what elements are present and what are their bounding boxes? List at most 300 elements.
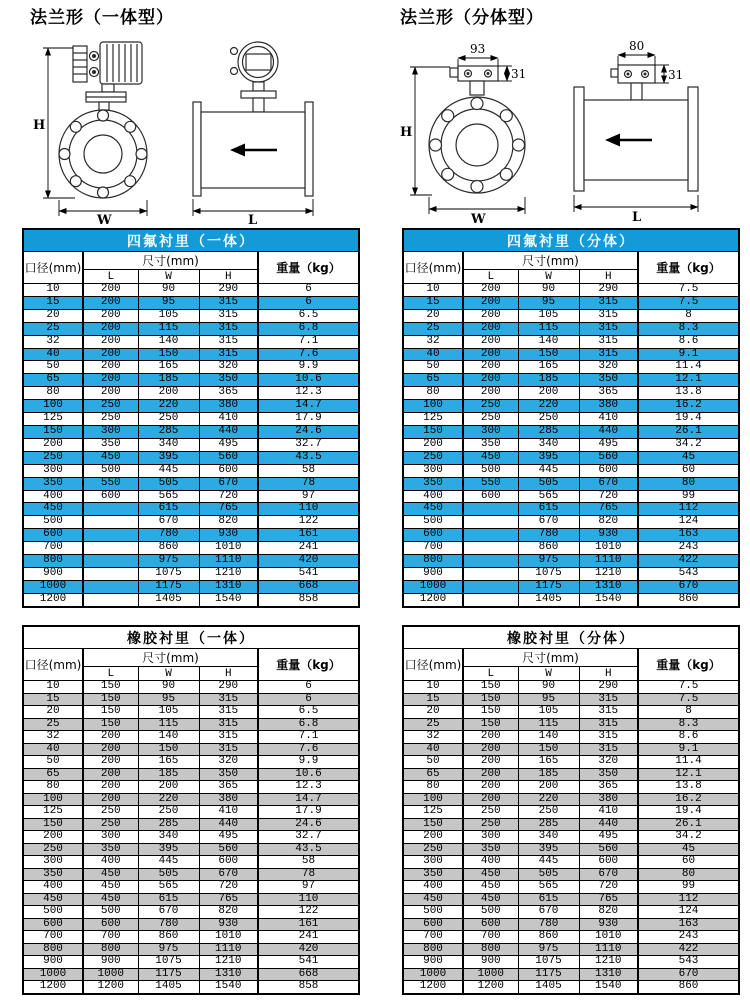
table-cell: 780	[518, 529, 579, 542]
table-cell: 10	[403, 681, 463, 694]
table-cell: 600	[83, 490, 138, 503]
table-cell: 6	[258, 296, 359, 309]
table-cell: 185	[138, 768, 199, 781]
table-cell	[463, 567, 518, 580]
integrated-w-dimension	[59, 200, 147, 226]
table-row	[403, 856, 739, 869]
table-cell: 45	[638, 843, 739, 856]
table-cell: 150	[518, 348, 579, 361]
table-cell: 290	[199, 681, 258, 694]
table-cell: 860	[138, 542, 199, 555]
table-cell: 8.3	[638, 322, 739, 335]
table-cell: 1540	[579, 593, 638, 606]
table-row	[23, 348, 359, 361]
table-row	[403, 309, 739, 322]
table-cell: 860	[638, 593, 739, 606]
table-cell: 165	[518, 756, 579, 769]
table-rubber-split	[402, 625, 738, 995]
table-cell: 1000	[23, 968, 83, 981]
table-cell: 200	[83, 296, 138, 309]
table-cell: 6.8	[258, 718, 359, 731]
table-row	[403, 806, 739, 819]
table-cell: 200	[463, 731, 518, 744]
table-cell: 1405	[138, 593, 199, 606]
table-cell: 670	[518, 906, 579, 919]
svg-text:L: L	[632, 210, 642, 225]
table-cell: 24.6	[258, 818, 359, 831]
table-cell: 560	[199, 843, 258, 856]
table-cell: 600	[403, 918, 463, 931]
table-cell: 450	[83, 868, 138, 881]
table-cell: 285	[138, 425, 199, 438]
table-cell: 315	[579, 743, 638, 756]
table-cell: 13.8	[638, 781, 739, 794]
table-cell	[463, 555, 518, 568]
table-cell: 450	[83, 893, 138, 906]
table-row	[23, 981, 359, 994]
table-cell: 15	[403, 296, 463, 309]
table-ptfe-split	[402, 228, 738, 608]
table-row	[403, 348, 739, 361]
table-cell: 150	[463, 681, 518, 694]
table-cell: 600	[579, 464, 638, 477]
table-cell: 860	[518, 542, 579, 555]
table-cell: 58	[258, 464, 359, 477]
table-cell: 500	[403, 516, 463, 529]
table-cell: 50	[403, 361, 463, 374]
table-cell: 1010	[199, 931, 258, 944]
table-body	[23, 681, 359, 994]
table-cell: 65	[23, 374, 83, 387]
table-cell: 250	[138, 806, 199, 819]
table-row	[403, 718, 739, 731]
table-cell: 670	[138, 516, 199, 529]
table-cell: 250	[463, 400, 518, 413]
table-cell: 450	[463, 451, 518, 464]
col-header-w: W	[138, 667, 199, 681]
table-cell: 1405	[518, 593, 579, 606]
table-cell: 300	[403, 856, 463, 869]
col-header-h: H	[199, 667, 258, 681]
table-cell: 365	[579, 387, 638, 400]
table-row	[23, 296, 359, 309]
table-cell: 165	[138, 361, 199, 374]
split-front-box-height-dimension	[498, 66, 526, 81]
table-cell: 560	[199, 451, 258, 464]
table-cell	[463, 503, 518, 516]
table-cell: 300	[83, 831, 138, 844]
table-cell: 40	[403, 743, 463, 756]
table-cell: 600	[463, 918, 518, 931]
table-row	[403, 322, 739, 335]
table-cell: 600	[463, 490, 518, 503]
svg-text:31: 31	[511, 67, 527, 81]
table-cell: 900	[403, 567, 463, 580]
table-cell: 1210	[199, 956, 258, 969]
table-row	[23, 374, 359, 387]
table-cell: 780	[518, 918, 579, 931]
table-cell: 315	[579, 309, 638, 322]
table-cell	[83, 580, 138, 593]
table-cell: 100	[403, 400, 463, 413]
table-cell: 930	[199, 529, 258, 542]
table-cell: 115	[518, 322, 579, 335]
table-rubber-integrated	[22, 625, 358, 995]
table-cell: 315	[579, 348, 638, 361]
table-cell: 700	[23, 931, 83, 944]
table-cell: 365	[579, 781, 638, 794]
table-cell: 110	[258, 893, 359, 906]
table-row	[403, 335, 739, 348]
table-cell: 26.1	[638, 425, 739, 438]
table-cell	[83, 567, 138, 580]
table-cell: 125	[23, 806, 83, 819]
table-cell: 10	[23, 284, 83, 297]
table-cell: 150	[83, 681, 138, 694]
table-cell: 200	[463, 284, 518, 297]
table-cell: 32	[403, 731, 463, 744]
table-cell: 1540	[579, 981, 638, 994]
table-cell: 300	[403, 464, 463, 477]
table-cell: 450	[463, 881, 518, 894]
table-row	[403, 555, 739, 568]
table-cell: 150	[463, 693, 518, 706]
table-row	[403, 793, 739, 806]
table-cell: 320	[579, 756, 638, 769]
table-cell: 765	[199, 503, 258, 516]
table-cell: 11.4	[638, 756, 739, 769]
table-cell: 150	[83, 706, 138, 719]
table-cell: 200	[23, 831, 83, 844]
table-cell: 100	[23, 400, 83, 413]
table-cell: 165	[138, 756, 199, 769]
table-row	[23, 906, 359, 919]
table-cell: 20	[403, 706, 463, 719]
table-cell: 495	[199, 831, 258, 844]
table-cell: 1310	[199, 580, 258, 593]
col-header-diameter: 口径(mm)	[403, 649, 463, 681]
table-cell: 220	[518, 400, 579, 413]
table-row	[23, 806, 359, 819]
table-cell: 860	[638, 981, 739, 994]
table-cell: 25	[23, 718, 83, 731]
table-cell: 9.9	[258, 756, 359, 769]
table-cell: 700	[463, 931, 518, 944]
table-cell: 115	[518, 718, 579, 731]
table-cell: 200	[23, 438, 83, 451]
table-cell: 858	[258, 593, 359, 606]
table-cell: 124	[638, 516, 739, 529]
table-cell: 60	[638, 856, 739, 869]
table-cell: 200	[463, 296, 518, 309]
table-cell: 250	[518, 413, 579, 426]
table-cell: 315	[199, 731, 258, 744]
table-cell: 290	[579, 284, 638, 297]
integrated-l-dimension	[193, 199, 313, 226]
table-cell: 541	[258, 956, 359, 969]
table-cell: 800	[23, 943, 83, 956]
table-cell: 50	[23, 361, 83, 374]
table-cell: 9.1	[638, 743, 739, 756]
table-cell: 395	[518, 451, 579, 464]
table-cell: 65	[403, 768, 463, 781]
table-cell: 410	[199, 413, 258, 426]
table-cell: 560	[579, 843, 638, 856]
col-header-diameter: 口径(mm)	[403, 252, 463, 284]
table-cell: 820	[579, 906, 638, 919]
table-cell: 565	[138, 881, 199, 894]
table-cell: 700	[83, 931, 138, 944]
table-cell: 80	[23, 387, 83, 400]
table-cell: 6.8	[258, 322, 359, 335]
table-cell: 200	[518, 387, 579, 400]
table-cell: 975	[518, 943, 579, 956]
table-cell: 450	[463, 893, 518, 906]
table-cell: 7.5	[638, 296, 739, 309]
table-cell: 900	[23, 956, 83, 969]
table-cell: 58	[258, 856, 359, 869]
table-cell: 150	[83, 718, 138, 731]
table-cell: 200	[83, 756, 138, 769]
table-cell: 34.2	[638, 831, 739, 844]
table-cell: 1110	[199, 943, 258, 956]
table-cell: 220	[518, 793, 579, 806]
table-cell: 500	[463, 906, 518, 919]
table-cell: 200	[463, 768, 518, 781]
table-cell: 315	[199, 743, 258, 756]
table-cell: 250	[83, 818, 138, 831]
table-cell: 13.8	[638, 387, 739, 400]
table-row	[403, 943, 739, 956]
col-header-diameter: 口径(mm)	[23, 649, 83, 681]
table-row	[23, 335, 359, 348]
table-cell: 95	[518, 693, 579, 706]
table-row	[23, 580, 359, 593]
table-cell: 17.9	[258, 413, 359, 426]
col-header-w: W	[138, 270, 199, 284]
table-cell: 250	[518, 806, 579, 819]
table-row	[23, 477, 359, 490]
table-row	[403, 464, 739, 477]
table-row	[403, 931, 739, 944]
table-cell: 65	[403, 374, 463, 387]
table-row	[23, 490, 359, 503]
table-row	[23, 781, 359, 794]
table-cell: 6.5	[258, 706, 359, 719]
table-cell: 505	[518, 868, 579, 881]
table-cell: 900	[23, 567, 83, 580]
table-row	[403, 843, 739, 856]
table-cell: 20	[403, 309, 463, 322]
table-cell: 300	[23, 856, 83, 869]
table-cell: 315	[579, 706, 638, 719]
table-cell: 450	[83, 881, 138, 894]
table-cell: 550	[463, 477, 518, 490]
table-cell: 1175	[518, 968, 579, 981]
table-cell: 200	[463, 781, 518, 794]
table-row	[403, 768, 739, 781]
table-row	[403, 477, 739, 490]
split-side-box-width-dimension	[618, 39, 655, 65]
table-cell: 17.9	[258, 806, 359, 819]
table-title: 橡胶衬里（分体）	[403, 626, 739, 649]
col-header-h: H	[199, 270, 258, 284]
table-cell: 400	[83, 856, 138, 869]
table-cell: 315	[199, 706, 258, 719]
table-cell: 78	[258, 868, 359, 881]
table-row	[23, 542, 359, 555]
table-cell: 1110	[579, 943, 638, 956]
table-cell: 720	[199, 490, 258, 503]
table-cell: 320	[199, 756, 258, 769]
table-cell: 200	[83, 322, 138, 335]
table-cell: 200	[83, 374, 138, 387]
table-cell: 315	[579, 731, 638, 744]
col-header-l: L	[463, 270, 518, 284]
table-cell: 8.3	[638, 718, 739, 731]
table-cell: 615	[138, 893, 199, 906]
table-cell: 12.1	[638, 374, 739, 387]
table-cell: 43.5	[258, 451, 359, 464]
table-row	[23, 893, 359, 906]
table-cell: 125	[23, 413, 83, 426]
table-cell: 1075	[138, 567, 199, 580]
table-cell: 19.4	[638, 806, 739, 819]
table-row	[403, 731, 739, 744]
split-side-box-height-dimension	[655, 65, 683, 83]
table-cell: 80	[23, 781, 83, 794]
table-cell: 9.1	[638, 348, 739, 361]
table-cell: 340	[138, 831, 199, 844]
table-cell: 1175	[138, 580, 199, 593]
table-row	[23, 593, 359, 606]
table-cell: 400	[23, 490, 83, 503]
table-cell: 1000	[83, 968, 138, 981]
table-cell: 25	[403, 718, 463, 731]
table-cell: 200	[403, 438, 463, 451]
table-cell: 12.3	[258, 781, 359, 794]
col-header-weight: 重量（kg）	[258, 252, 359, 284]
table-cell: 7.5	[638, 284, 739, 297]
table-row	[403, 681, 739, 694]
table-cell: 40	[23, 348, 83, 361]
table-row	[403, 906, 739, 919]
table-cell: 820	[579, 516, 638, 529]
table-row	[403, 425, 739, 438]
table-cell: 115	[138, 322, 199, 335]
table-cell: 720	[199, 881, 258, 894]
table-cell: 200	[83, 731, 138, 744]
split-front-junction-box	[450, 66, 498, 95]
table-cell: 450	[83, 451, 138, 464]
table-cell: 250	[403, 451, 463, 464]
table-cell: 15	[23, 296, 83, 309]
table-cell: 43.5	[258, 843, 359, 856]
table-cell: 1000	[23, 580, 83, 593]
table-row	[23, 831, 359, 844]
table-cell: 1210	[579, 956, 638, 969]
table-cell: 300	[463, 831, 518, 844]
table-cell: 315	[199, 693, 258, 706]
split-side-view	[574, 65, 698, 191]
table-cell: 12.3	[258, 387, 359, 400]
table-cell: 380	[579, 793, 638, 806]
table-cell: 900	[83, 956, 138, 969]
table-cell: 800	[23, 555, 83, 568]
svg-text:W: W	[97, 213, 112, 226]
table-row	[23, 322, 359, 335]
table-cell: 8.6	[638, 731, 739, 744]
table-cell: 60	[638, 464, 739, 477]
table-cell	[463, 529, 518, 542]
table-cell: 600	[199, 464, 258, 477]
table-body	[403, 681, 739, 994]
svg-text:L: L	[248, 213, 258, 226]
table-cell: 200	[463, 743, 518, 756]
table-cell: 500	[463, 464, 518, 477]
table-cell: 320	[199, 361, 258, 374]
table-row	[403, 706, 739, 719]
table-cell: 90	[518, 284, 579, 297]
table-cell: 350	[579, 374, 638, 387]
table-cell: 800	[403, 555, 463, 568]
table-cell: 445	[518, 856, 579, 869]
table-cell: 670	[138, 906, 199, 919]
table-row	[23, 756, 359, 769]
table-row	[403, 400, 739, 413]
table-title: 四氟衬里（分体）	[403, 229, 739, 252]
table-cell: 150	[83, 693, 138, 706]
table-cell: 10	[23, 681, 83, 694]
table-cell: 16.2	[638, 793, 739, 806]
table-cell: 315	[199, 335, 258, 348]
table-cell: 615	[138, 503, 199, 516]
table-cell: 1075	[518, 956, 579, 969]
table-cell: 350	[463, 843, 518, 856]
table-row	[23, 718, 359, 731]
table-row	[23, 425, 359, 438]
table-cell: 163	[638, 918, 739, 931]
table-cell: 975	[138, 555, 199, 568]
table-cell: 80	[638, 868, 739, 881]
table-cell: 125	[403, 413, 463, 426]
table-cell: 1200	[23, 593, 83, 606]
table-cell: 140	[518, 731, 579, 744]
table-cell: 1540	[199, 593, 258, 606]
table-cell: 150	[23, 818, 83, 831]
table-cell: 7.5	[638, 681, 739, 694]
table-cell: 440	[579, 425, 638, 438]
table-cell: 780	[138, 918, 199, 931]
table-cell: 765	[579, 893, 638, 906]
table-row	[23, 438, 359, 451]
table-cell	[83, 555, 138, 568]
table-cell	[83, 593, 138, 606]
table-cell: 505	[518, 477, 579, 490]
table-cell: 7.6	[258, 348, 359, 361]
table-cell: 112	[638, 893, 739, 906]
table-cell	[463, 593, 518, 606]
col-header-size: 尺寸(mm)	[463, 649, 638, 667]
table-cell: 6	[258, 284, 359, 297]
table-row	[23, 856, 359, 869]
table-cell	[83, 503, 138, 516]
table-cell: 440	[199, 818, 258, 831]
table-row	[403, 918, 739, 931]
table-cell: 200	[83, 284, 138, 297]
table-cell: 400	[23, 881, 83, 894]
table-cell: 250	[23, 843, 83, 856]
